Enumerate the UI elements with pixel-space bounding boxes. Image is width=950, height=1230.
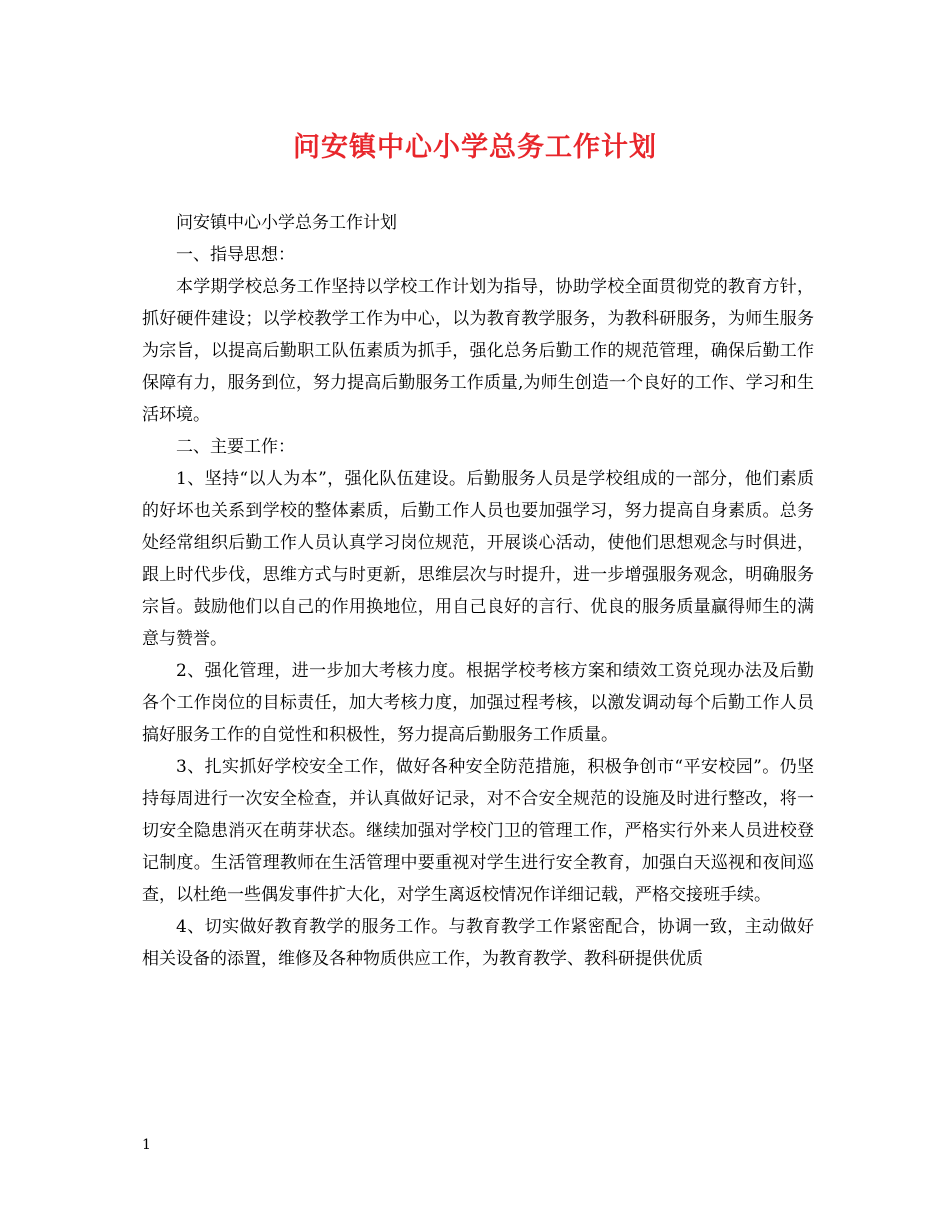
paragraph-item-4: 4、切实做好教育教学的服务工作。与教育教学工作紧密配合，协调一致，主动做好相关设备的添置，维修及各种物质供应工作，为教育教学、教科研提供优质 bbox=[142, 917, 814, 969]
section-heading-guiding-thought: 一、指导思想： bbox=[176, 245, 295, 265]
section-heading-main-work: 二、主要工作： bbox=[176, 437, 295, 457]
paragraph-item-2: 2、强化管理，进一步加大考核力度。根据学校考核方案和绩效工资兑现办法及后勤各个工作岗位的目标责任，加大考核力度，加强过程考核，以激发调动每个后勤工作人员搞好服务工作的自觉性和积极性，努力提高后勤服务工作质量。 bbox=[142, 661, 814, 745]
paragraph-guiding-thought: 本学期学校总务工作坚持以学校工作计划为指导，协助学校全面贯彻党的教育方针，抓好硬件建设；以学校教学工作为中心，以为教育教学服务，为教科研服务，为师生服务为宗旨，以提高后勤职工队伍素质为抓手，强化总务后勤工作的规范管理，确保后勤工作保障有力，服务到位，努力提高后勤服务工作质量,为师生创造一个良好的工作、学习和生活环境。 bbox=[142, 277, 814, 425]
document-title: 问安镇中心小学总务工作计划 bbox=[293, 132, 657, 163]
document-body bbox=[142, 207, 814, 975]
paragraph-item-1: 1、坚持“以人为本”，强化队伍建设。后勤服务人员是学校组成的一部分，他们素质的好坏也关系到学校的整体素质，后勤工作人员也要加强学习，努力提高自身素质。总务处经常组织后勤工作人员认真学习岗位规范，开展谈心活动，使他们思想观念与时俱进，跟上时代步伐，思维方式与时更新，思维层次与时提升，进一步增强服务观念，明确服务宗旨。鼓励他们以自己的作用换地位，用自己良好的言行、优良的服务质量赢得师生的满意与赞誉。 bbox=[142, 469, 814, 649]
paragraph-item-3: 3、扎实抓好学校安全工作，做好各种安全防范措施，积极争创市“平安校园”。仍坚持每周进行一次安全检查，并认真做好记录，对不合安全规范的设施及时进行整改，将一切安全隐患消灭在萌芽状态。继续加强对学校门卫的管理工作，严格实行外来人员进校登记制度。生活管理教师在生活管理中要重视对学生进行安全教育，加强白天巡视和夜间巡查，以杜绝一些偶发事件扩大化，对学生离返校情况作详细记载，严格交接班手续。 bbox=[142, 757, 814, 905]
page-number: 1 bbox=[142, 1137, 151, 1153]
body-subtitle: 问安镇中心小学总务工作计划 bbox=[176, 213, 397, 233]
